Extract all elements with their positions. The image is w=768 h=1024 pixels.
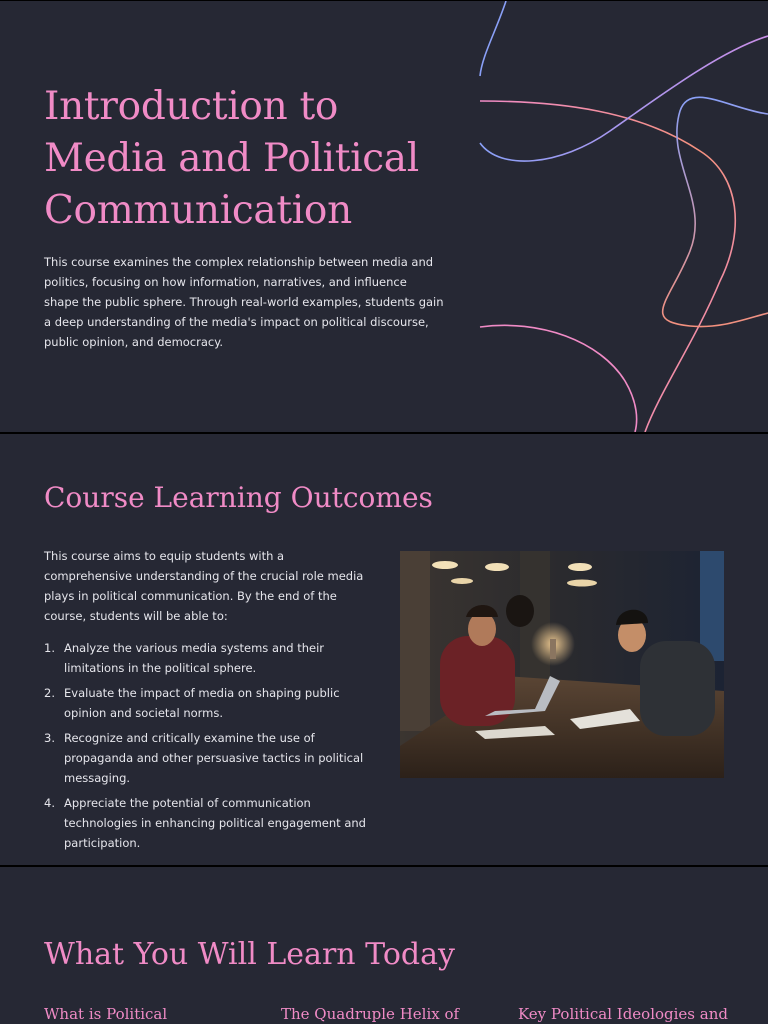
list-item [44,638,374,678]
outcomes-intro: This course aims to equip students with a comprehensive understanding of the crucial role media plays in political communication. By the end of the course, students will be able to: [44,549,364,623]
course-description: This course examines the complex relationship between media and politics, focusing on how information, narratives, and influence shape the public sphere. Through real-world examples, students gain a deep understanding of the media's impact on political discourse, public opinion, and democracy. [44,255,444,349]
curve-blue-top [480,1,506,76]
list-item-text: Evaluate the impact of media on shaping public opinion and societal norms. [64,686,340,720]
students-studying-photo [400,551,724,778]
list-item-text: Analyze the various media systems and their limitations in the political sphere. [64,641,325,675]
list-item-number: 4. [44,796,55,810]
list-item [44,728,374,788]
outcomes-list [44,638,374,858]
decorative-curves [0,1,768,432]
outcomes-slide [0,434,768,865]
curve-pink-bottom [480,325,637,432]
curve-pink-orange [480,101,735,432]
list-item-number: 3. [44,731,55,745]
learn-today-slide [0,867,768,1024]
intro-slide [0,1,768,432]
list-item-text: Recognize and critically examine the use of propaganda and other persuasive tactics in political messaging. [64,731,364,785]
list-item-text: Appreciate the potential of communication technologies in enhancing political engagement and participation. [64,796,366,850]
topic-heading-ideologies: Key Political Ideologies and [518,1005,728,1023]
outcomes-title: Course Learning Outcomes [44,481,433,514]
topic-heading-quadruple-helix: The Quadruple Helix of [281,1005,460,1023]
list-item-number: 2. [44,686,55,700]
learn-today-title: What You Will Learn Today [44,937,455,972]
course-title-line-3: Communication [44,188,352,233]
list-item [44,793,374,853]
list-item [44,683,374,723]
topic-heading-political: What is Political [44,1005,168,1023]
course-title-line-2: Media and Political [44,136,419,181]
list-item-number: 1. [44,641,55,655]
curve-blue-loop [480,36,768,161]
course-title-line-1: Introduction to [44,84,339,129]
